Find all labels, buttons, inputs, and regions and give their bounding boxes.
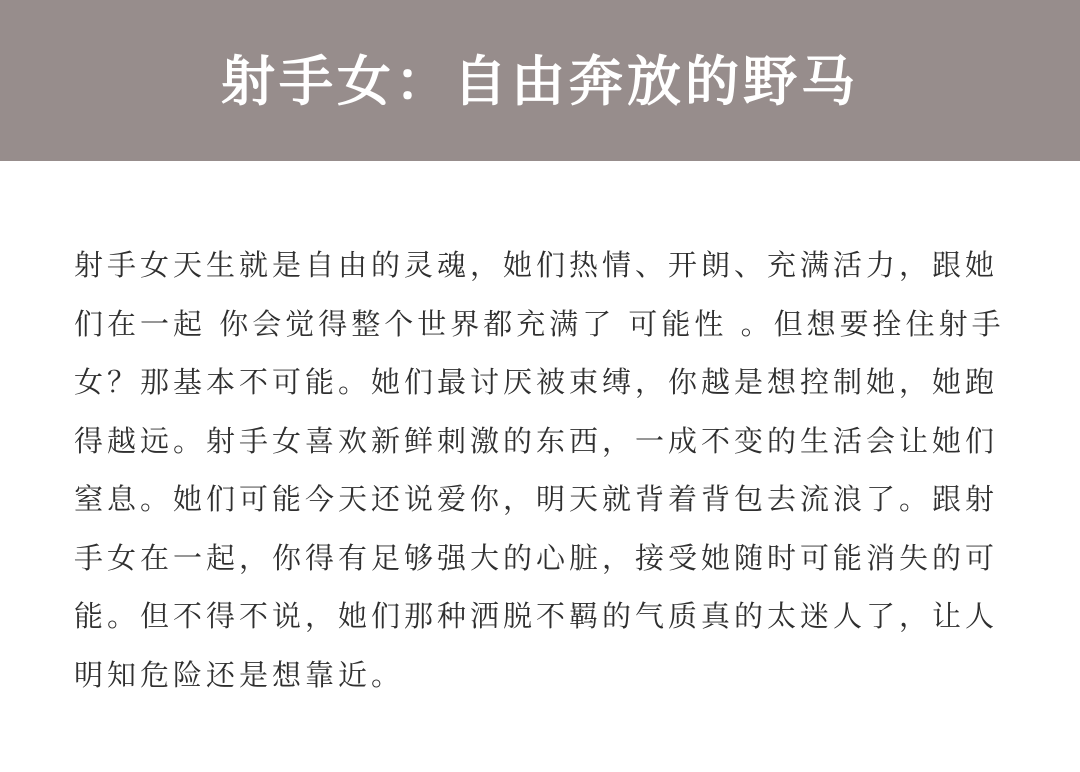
page-title: 射手女：自由奔放的野马	[221, 48, 859, 113]
title-banner	[0, 0, 1080, 161]
article-body: 射手女天生就是自由的灵魂，她们热情、开朗、充满活力，跟她们在一起 你会觉得整个世界都充满了 可能性 。但想要拴住射手女？那基本不可能。她们最讨厌被束缚，你越是想控制她，她跑得越远。射手女喜欢新鲜刺激的东西，一成不变的生活会让她们窒息。她们可能今天还说爱你，明天就背着背包去流浪了。跟射手女在一起，你得有足够强大的心脏，接受她随时可能消失的可能。但不得不说，她们那种洒脱不羁的气质真的太迷人了，让人明知危险还是想靠近。	[74, 248, 1005, 692]
